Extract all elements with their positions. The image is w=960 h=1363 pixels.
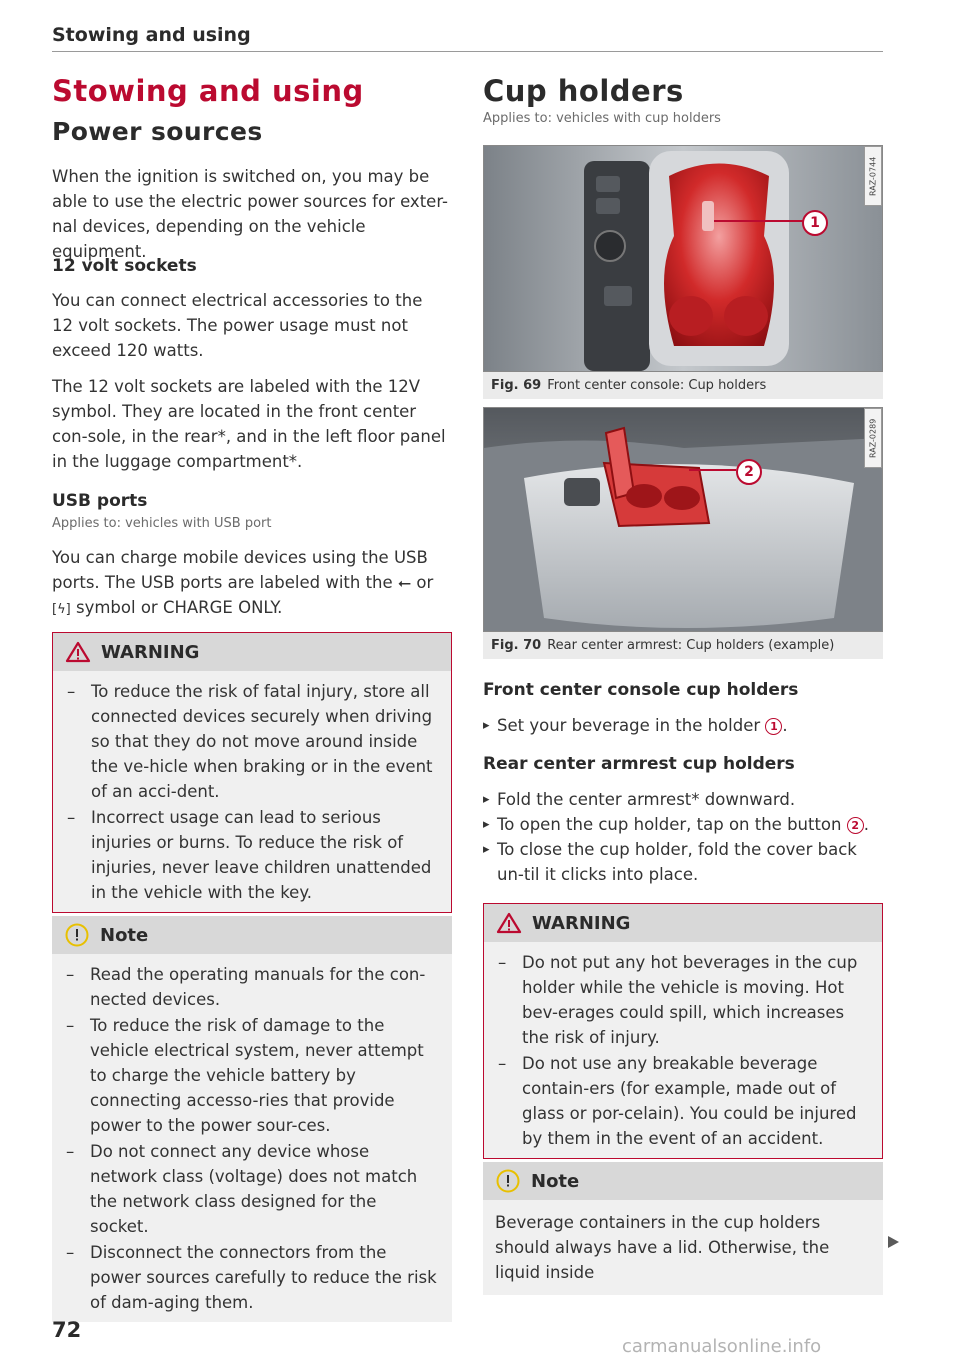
cup-warning-title: WARNING xyxy=(532,912,631,934)
figure-69-image xyxy=(483,145,883,372)
list-item: ▸ Fold the center armrest* downward. xyxy=(483,787,883,812)
sockets-heading: 12 volt sockets xyxy=(52,256,197,276)
warning-triangle-icon xyxy=(65,641,91,663)
header-rule xyxy=(52,51,883,52)
figure-69-caption-text: Front center console: Cup holders xyxy=(547,378,767,393)
note-list xyxy=(52,954,452,1322)
figure-70-image xyxy=(483,407,883,632)
rear-step2-text: To open the cup holder, tap on the button xyxy=(497,815,842,834)
section-title: Power sources xyxy=(52,117,263,146)
front-console-steps xyxy=(483,713,883,738)
usb-paragraph xyxy=(52,545,452,622)
warning-box xyxy=(52,632,452,913)
list-item: – Disconnect the connectors from the power sources carefully to reduce the risk of dam-aging them. xyxy=(64,1240,440,1315)
cup-note-box xyxy=(483,1162,883,1295)
note-box xyxy=(52,916,452,1322)
figure-70-label: Fig. 70 xyxy=(491,638,542,653)
watermark: carmanualsonline.info xyxy=(622,1336,822,1357)
rear-armrest-heading: Rear center armrest cup holders xyxy=(483,754,795,774)
sockets-paragraph-2: The 12 volt sockets are labeled with the 12V symbol. They are located in the front center con-sole, in the rear*, and in the left floor panel in the luggage compartment*. xyxy=(52,377,446,471)
running-head: Stowing and using xyxy=(52,24,251,46)
front-console-heading: Front center console cup holders xyxy=(483,680,799,700)
usb-heading: USB ports xyxy=(52,491,148,511)
figure-69-caption xyxy=(483,372,883,399)
front-step-ref: 1 xyxy=(765,718,782,735)
figure-70-caption-text: Rear center armrest: Cup holders (example) xyxy=(547,638,835,653)
cup-warning-box xyxy=(483,903,883,1159)
usb-text: You can charge mobile devices using the USB ports. The USB ports are labeled with the xyxy=(52,548,428,592)
list-item: – Incorrect usage can lead to serious injuries or burns. To reduce the risk of injuries, never leave children unattended in the vehicle with the key. xyxy=(65,805,439,905)
usb-text-end: symbol or CHARGE ONLY. xyxy=(75,598,283,617)
figure-69-label: Fig. 69 xyxy=(491,378,542,393)
list-item: – Do not put any hot beverages in the cup holder while the vehicle is moving. Hot bev-erages could spill, which increases the risk of injury. xyxy=(496,950,870,1050)
chapter-title: Stowing and using xyxy=(52,74,364,108)
cup-holders-title: Cup holders xyxy=(483,74,684,108)
list-item: – Do not use any breakable beverage contain-ers (for example, made out of glass or por-celain). You could be injured by them in the event of an accident. xyxy=(496,1051,870,1151)
figure-70-caption xyxy=(483,632,883,659)
cup-warning-list xyxy=(484,942,882,1158)
list-item: ▸ To close the cup holder, fold the cover back un-til it clicks into place. xyxy=(483,837,883,887)
list-item: ▸ Set your beverage in the holder 1 . xyxy=(483,713,883,738)
figure-69-code: RAZ-0744 xyxy=(864,146,882,206)
list-item: – Do not connect any device whose network class (voltage) does not match the network class designed for the socket. xyxy=(64,1139,440,1239)
list-item: – To reduce the risk of fatal injury, store all connected devices securely when driving so that they do not move around inside the ve-hicle when braking or in the event of an acci-dent. xyxy=(65,679,439,804)
rear-step2-ref: 2 xyxy=(847,817,864,834)
cup-note-text: Beverage containers in the cup holders should always have a lid. Otherwise, the liquid inside xyxy=(495,1213,830,1282)
note-header xyxy=(52,916,452,954)
sockets-paragraph-1: You can connect electrical accessories to the 12 volt sockets. The power usage must not exceed 120 watts. xyxy=(52,291,423,360)
cup-warning-header xyxy=(484,904,882,942)
intro-paragraph: When the ignition is switched on, you may be able to use the electric power sources for exter-nal devices, depending on the vehicle equipment. xyxy=(52,167,448,261)
note-circle-icon xyxy=(64,922,90,948)
rear-armrest-steps xyxy=(483,787,883,887)
cup-note-header xyxy=(483,1162,883,1200)
figure-70-code: RAZ-0289 xyxy=(864,408,882,468)
warning-header xyxy=(53,633,451,671)
figure-70 xyxy=(483,407,883,659)
cup-holders-applies: Applies to: vehicles with cup holders xyxy=(483,111,721,126)
callout-2: 2 xyxy=(736,459,762,485)
usb-applies: Applies to: vehicles with USB port xyxy=(52,516,272,531)
continue-arrow-icon xyxy=(886,1234,900,1253)
usb-symbol-icon: ⭠ xyxy=(397,573,412,592)
page-number: 72 xyxy=(52,1318,82,1342)
cup-note-title: Note xyxy=(531,1170,580,1192)
list-item: – Read the operating manuals for the con-nected devices. xyxy=(64,962,440,1012)
charge-symbol-icon: [ϟ] xyxy=(52,602,71,617)
note-title: Note xyxy=(100,924,149,946)
usb-or: or xyxy=(416,573,434,592)
warning-triangle-icon xyxy=(496,912,522,934)
list-item: – To reduce the risk of damage to the vehicle electrical system, never attempt to charge the vehicle battery by connecting accesso-ries that provide power to the power sour-ces. xyxy=(64,1013,440,1138)
front-step-text: Set your beverage in the holder xyxy=(497,716,761,735)
list-item: ▸ To open the cup holder, tap on the button 2 . xyxy=(483,812,883,837)
warning-title: WARNING xyxy=(101,641,200,663)
figure-69 xyxy=(483,145,883,399)
callout-1: 1 xyxy=(802,210,828,236)
note-circle-icon xyxy=(495,1168,521,1194)
warning-list xyxy=(53,671,451,912)
